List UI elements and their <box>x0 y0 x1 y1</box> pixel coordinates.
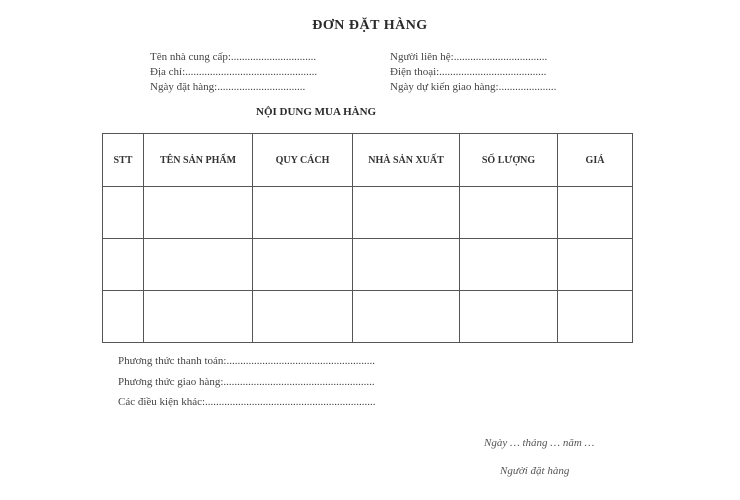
info-row <box>150 65 610 80</box>
order-table <box>102 133 633 343</box>
supplier-name-field: Tên nhà cung cấp:............................... <box>150 51 317 63</box>
table-cell <box>253 291 353 343</box>
header-price: GIÁ <box>558 134 633 187</box>
info-section <box>150 50 610 95</box>
info-row <box>150 80 610 95</box>
table-cell <box>103 187 144 239</box>
header-specification: QUY CÁCH <box>253 134 353 187</box>
signature-date: Ngày … tháng … năm … <box>484 437 595 449</box>
table-cell <box>253 187 353 239</box>
table-row <box>103 187 633 239</box>
table-cell <box>460 187 558 239</box>
table-header-row <box>103 134 633 187</box>
table-cell <box>353 291 460 343</box>
table-cell <box>103 239 144 291</box>
table-cell <box>558 239 633 291</box>
header-product-name: TÊN SẢN PHẨM <box>144 134 253 187</box>
header-manufacturer: NHÀ SẢN XUẤT <box>353 134 460 187</box>
table-cell <box>460 239 558 291</box>
table-row <box>103 239 633 291</box>
address-field: Địa chỉ:................................................ <box>150 66 318 78</box>
info-row <box>150 50 610 65</box>
contact-person-field: Người liên hệ:.................................. <box>390 51 548 63</box>
table-cell <box>144 187 253 239</box>
expected-delivery-field: Ngày dự kiến giao hàng:..................... <box>390 81 557 93</box>
table-cell <box>144 291 253 343</box>
table-row <box>103 291 633 343</box>
phone-field: Điện thoại:....................................... <box>390 66 547 78</box>
delivery-method-field: Phương thức giao hàng:....................................................... <box>118 375 375 388</box>
table-cell <box>144 239 253 291</box>
signer-label: Người đặt hàng <box>500 465 570 477</box>
document-title: ĐƠN ĐẶT HÀNG <box>312 18 428 33</box>
other-conditions-field: Các điều kiện khác:.............................................................. <box>118 396 376 408</box>
table-cell <box>558 291 633 343</box>
header-quantity: SỐ LƯỢNG <box>460 134 558 187</box>
table-cell <box>253 239 353 291</box>
header-stt: STT <box>103 134 144 187</box>
table-cell <box>558 187 633 239</box>
table-cell <box>460 291 558 343</box>
payment-method-field: Phương thức thanh toán:...................................................... <box>118 355 375 367</box>
table-cell <box>103 291 144 343</box>
table-cell <box>353 187 460 239</box>
section-title: NỘI DUNG MUA HÀNG <box>256 106 377 118</box>
footer-section <box>118 351 376 413</box>
table-cell <box>353 239 460 291</box>
order-date-field: Ngày đặt hàng:................................ <box>150 81 306 93</box>
